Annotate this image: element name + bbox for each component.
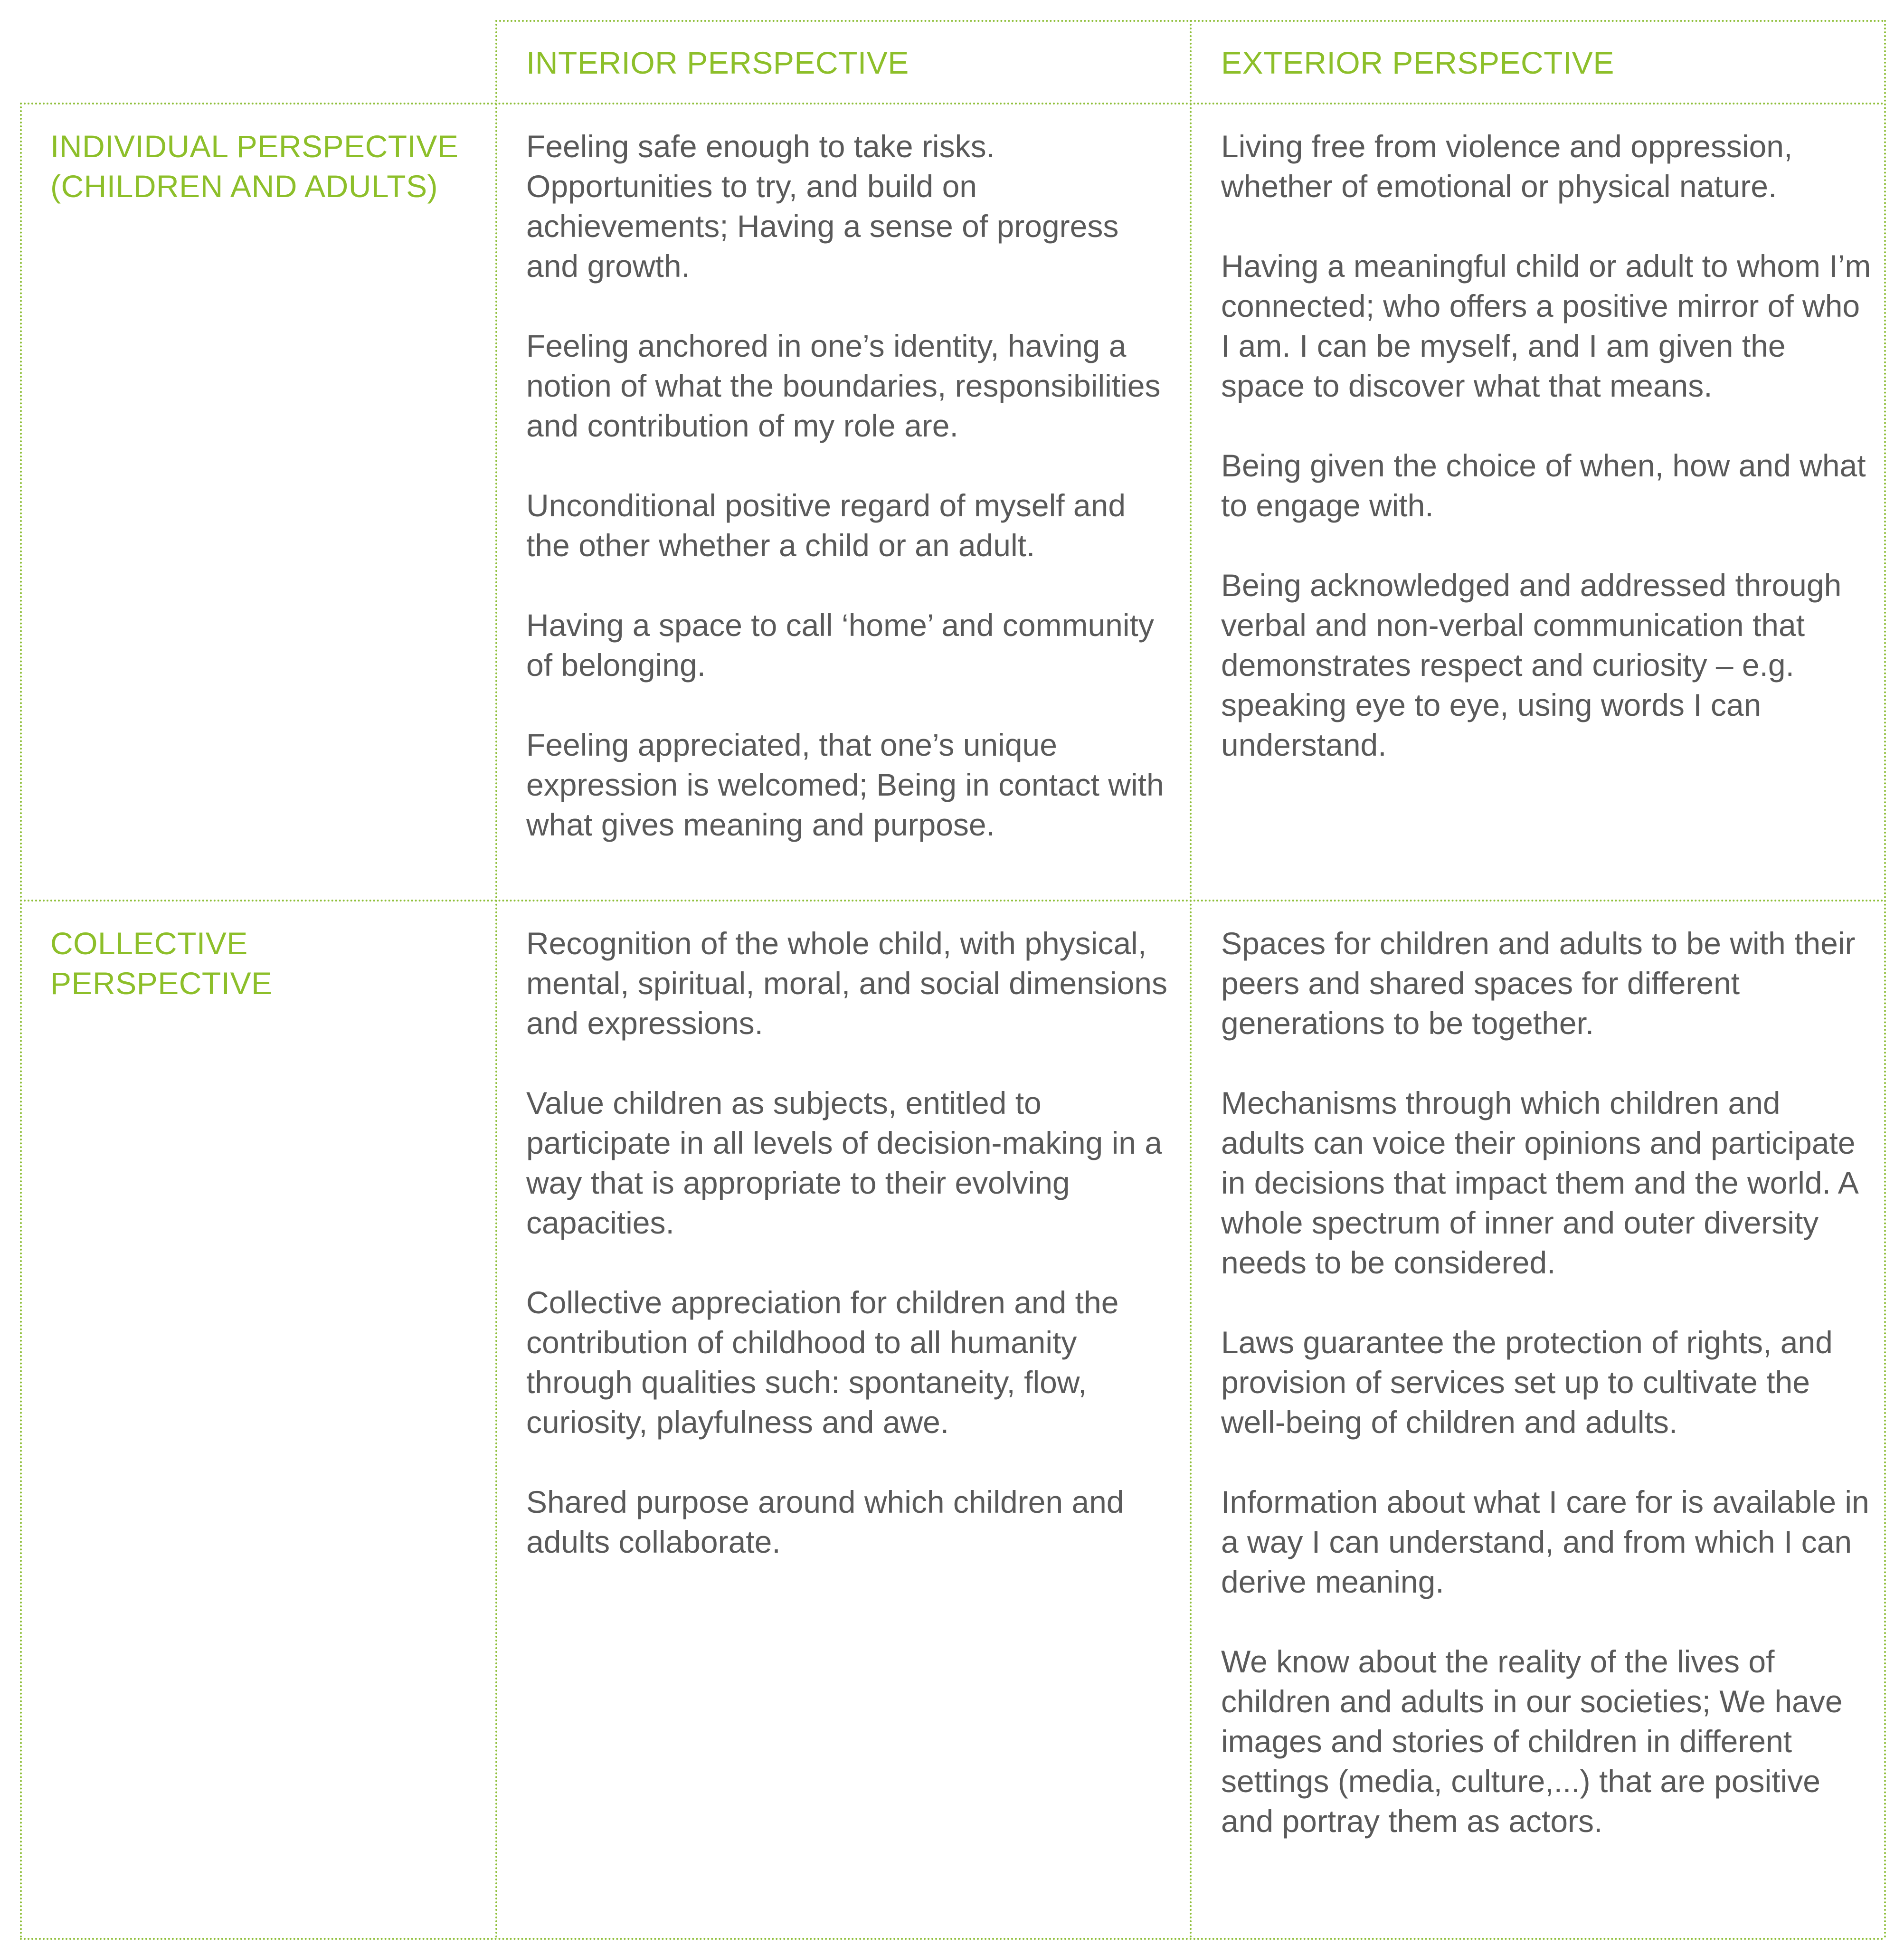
right-table-rule [1884,20,1886,1940]
collective-perspective-label-line-2: PERSPECTIVE [50,966,273,1001]
collective-exterior-item: Spaces for children and adults to be with their peers and shared spaces for different generations to be together. [1221,926,1856,1041]
individual-interior-item: Feeling appreciated, that one’s unique expression is welcomed; Being in contact with what gives meaning and purpose. [526,727,1164,842]
individual-exterior-item: Being given the choice of when, how and what to engage with. [1221,448,1866,523]
collective-interior-item: Recognition of the whole child, with physical, mental, spiritual, moral, and social dimensions and expressions. [526,926,1167,1041]
individual-interior-item: Feeling anchored in one’s identity, having a notion of what the boundaries, responsibilities and contribution of my role are. [526,328,1161,443]
individual-exterior-item: Having a meaningful child or adult to whom I’m connected; who offers a positive mirror of who I am. I can be myself, and I am given the space to discover what that means. [1221,248,1871,403]
individual-interior-cell [526,126,1177,845]
individual-interior-item: Having a space to call ‘home’ and community of belonging. [526,607,1154,683]
table-bottom-rule [20,1938,1885,1940]
row-divider-rule [20,900,1885,902]
interior-perspective-heading: INTERIOR PERSPECTIVE [526,45,909,80]
individual-exterior-item: Living free from violence and oppression, whether of emotional or physical nature. [1221,129,1793,204]
individual-interior-item: Feeling safe enough to take risks. Opportunities to try, and build on achievements; Having a sense of progress and growth. [526,129,1119,284]
middle-column-rule [1190,20,1192,1940]
collective-exterior-item: Mechanisms through which children and adults can voice their opinions and participate in decisions that impact them and the world. A whole spectrum of inner and outer diversity needs to be considered. [1221,1085,1857,1280]
exterior-header-cell [1221,43,1867,83]
label-column-rule [495,20,497,1940]
individual-row-label-cell [50,126,487,206]
collective-exterior-item: We know about the reality of the lives of children and adults in our societies; We have images and stories of children in different settings (media, culture,...) that are positive and portray them as actors. [1221,1644,1843,1839]
collective-interior-cell [526,923,1177,1562]
collective-interior-item: Shared purpose around which children and adults collaborate. [526,1484,1124,1559]
collective-row-label-cell [50,923,487,1003]
collective-exterior-item: Information about what I care for is available in a way I can understand, and from which I can derive meaning. [1221,1484,1869,1599]
individual-exterior-cell [1221,126,1872,765]
interior-header-cell [526,43,1172,83]
individual-interior-item: Unconditional positive regard of myself and the other whether a child or an adult. [526,488,1126,563]
left-table-rule [20,103,22,1940]
collective-interior-item: Value children as subjects, entitled to participate in all levels of decision-making in a way that is appropriate to their evolving capacities. [526,1085,1163,1240]
collective-exterior-cell [1221,923,1872,1841]
collective-exterior-item: Laws guarantee the protection of rights, and provision of services set up to cultivate the well-being of children and adults. [1221,1325,1833,1440]
header-bottom-rule [20,103,1885,104]
collective-interior-item: Collective appreciation for children and the contribution of childhood to all humanity through qualities such: spontaneity, flow, curiosity, playfulness and awe. [526,1285,1119,1440]
individual-perspective-label-line-1: INDIVIDUAL PERSPECTIVE [50,129,459,164]
individual-exterior-item: Being acknowledged and addressed through verbal and non-verbal communication that demonstrates respect and curiosity – e.g. speaking eye to eye, using words I can understand. [1221,568,1842,762]
exterior-perspective-heading: EXTERIOR PERSPECTIVE [1221,45,1614,80]
individual-perspective-label-line-2: (CHILDREN AND ADULTS) [50,169,438,204]
collective-perspective-label-line-1: COLLECTIVE [50,926,248,961]
